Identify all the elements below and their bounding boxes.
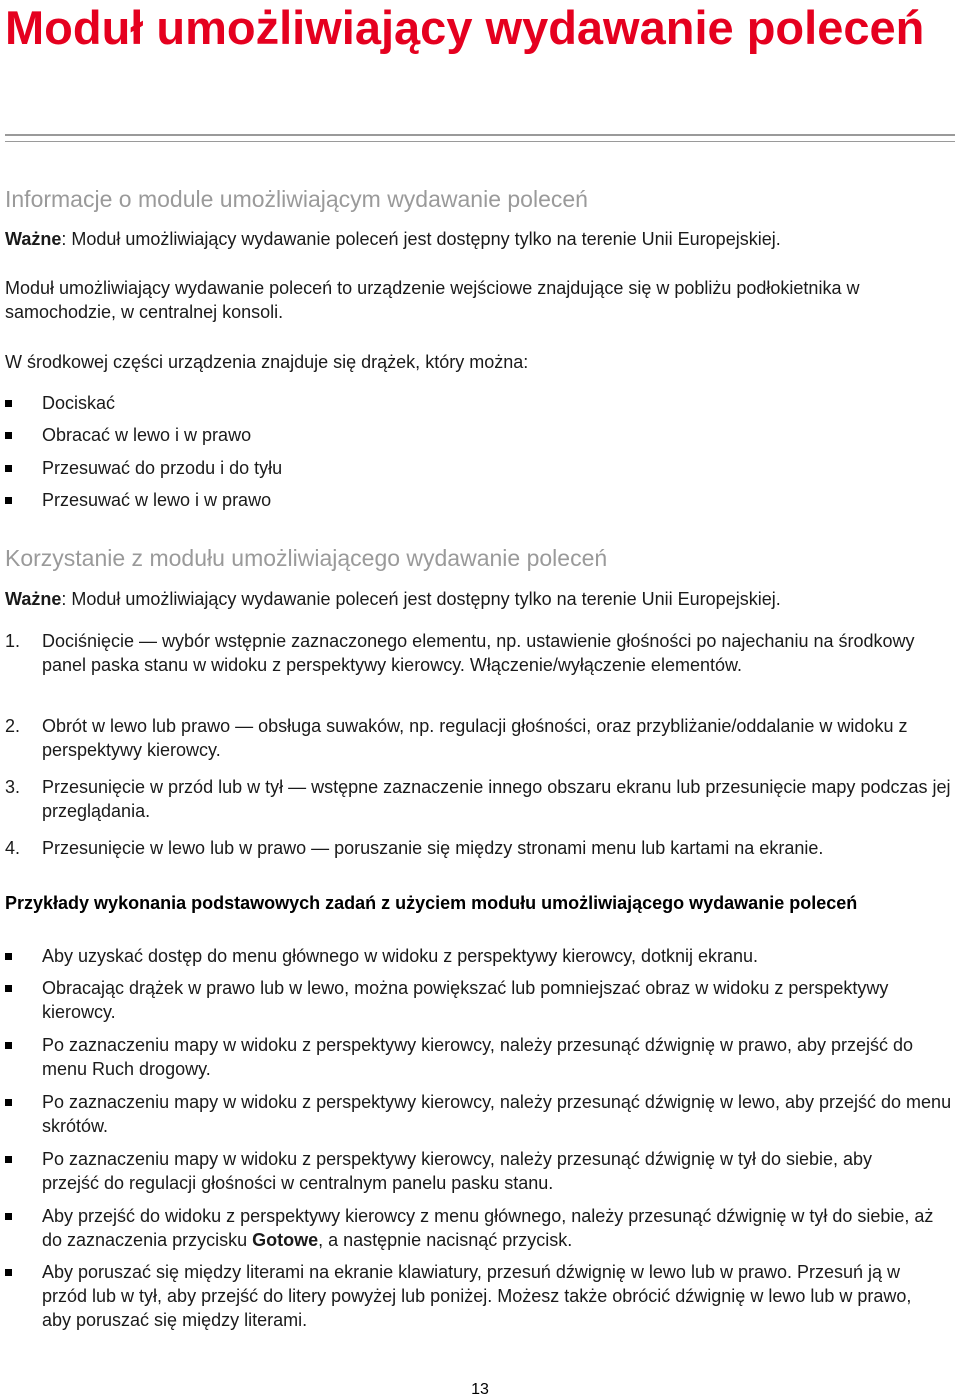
- step-text: Przesunięcie w lewo lub w prawo — poruszanie się między stronami menu lub kartami na ekranie.: [42, 838, 824, 858]
- bullet-square-icon: [5, 1099, 12, 1106]
- bullet-square-icon: [5, 432, 12, 439]
- important-label: Ważne: [5, 589, 62, 609]
- step-text: Obrót w lewo lub prawo — obsługa suwaków, np. regulacji głośności, oraz przybliżanie/oddalanie w widoku z perspektywy kierowcy.: [42, 716, 908, 760]
- important-text: : Moduł umożliwiający wydawanie poleceń jest dostępny tylko na terenie Unii Europejskiej.: [61, 229, 781, 249]
- important-text: : Moduł umożliwiający wydawanie poleceń jest dostępny tylko na terenie Unii Europejskiej.: [61, 589, 781, 609]
- bullet-square-icon: [5, 1269, 12, 1276]
- step-number: 4.: [5, 838, 21, 858]
- bullet-square-icon: [5, 1213, 12, 1220]
- intro-paragraph: Moduł umożliwiający wydawanie poleceń to urządzenie wejściowe znajdujące się w pobliżu podłokietnika w samochodzie, w centralnej konsoli.: [5, 278, 860, 322]
- step-number: 3.: [5, 777, 21, 797]
- bullet-square-icon: [5, 953, 12, 960]
- step-text: Przesunięcie w przód lub w tył — wstępne zaznaczenie innego obszaru ekranu lub przesunięcie mapy podczas jej przeglądania.: [42, 777, 951, 821]
- bullet-square-icon: [5, 985, 12, 992]
- important-label: Ważne: [5, 229, 62, 249]
- title-rule-thin: [5, 141, 955, 142]
- page-title: Moduł umożliwiający wydawanie poleceń: [5, 1, 925, 54]
- section-heading-usage: Korzystanie z modułu umożliwiającego wydawanie poleceń: [5, 545, 608, 571]
- section-heading-info: Informacje o module umożliwiającym wydawanie poleceń: [5, 186, 588, 212]
- section-heading-examples: Przykłady wykonania podstawowych zadań z użyciem modułu umożliwiającego wydawanie poleceń: [5, 893, 858, 913]
- step-number: 2.: [5, 716, 21, 736]
- step-number: 1.: [5, 631, 21, 651]
- bullet-square-icon: [5, 400, 12, 407]
- bullet-square-icon: [5, 497, 12, 504]
- done-button-label: Gotowe: [252, 1230, 319, 1250]
- page-number: 13: [471, 1381, 489, 1398]
- title-rule-thick: [5, 134, 955, 136]
- important-note: [5, 227, 955, 251]
- bullet-square-icon: [5, 465, 12, 472]
- lever-paragraph: W środkowej części urządzenia znajduje się drążek, który można:: [5, 352, 529, 372]
- important-note: [5, 587, 955, 611]
- step-text: Dociśnięcie — wybór wstępnie zaznaczonego elementu, np. ustawienie głośności po najechaniu na środkowy panel paska stanu w widoku z perspektywy kierowcy. Włączenie/wyłączenie elementów.: [42, 631, 915, 675]
- bullet-square-icon: [5, 1156, 12, 1163]
- bullet-square-icon: [5, 1042, 12, 1049]
